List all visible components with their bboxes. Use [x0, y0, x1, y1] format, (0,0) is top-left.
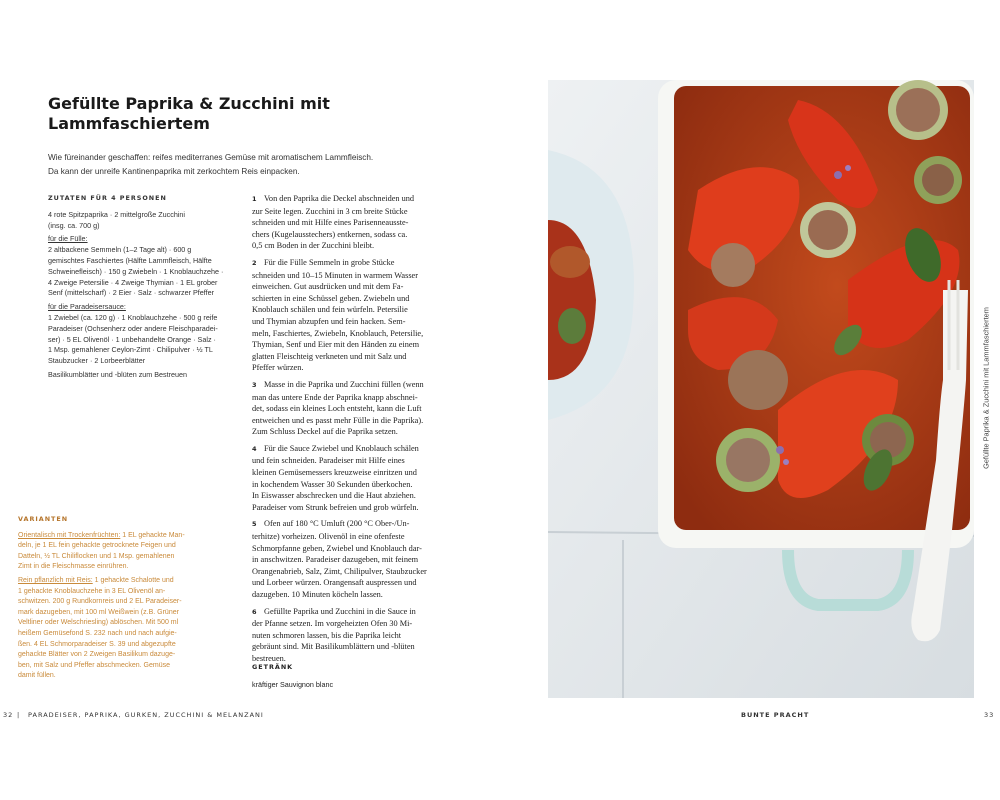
- method-steps: [252, 193, 474, 670]
- step-6: [252, 606, 474, 665]
- variants-section: [18, 514, 238, 685]
- ingredient-line: gemischtes Faschiertes (Hälfte Lammfleisch, Hälfte: [48, 255, 212, 265]
- recipe-intro: [48, 151, 448, 179]
- variant-line: Datteln, ½ TL Chiliflocken und 1 Msp. gemahlenen: [18, 552, 175, 560]
- ingredient-line: 2 altbackene Semmeln (1–2 Tage alt) · 600 g: [48, 245, 192, 255]
- filling-label: für die Fülle:: [48, 234, 88, 244]
- step-line: Für die Fülle Semmeln in grobe Stücke: [264, 257, 395, 267]
- step-line: bestreuen.: [252, 653, 286, 663]
- ingredient-line: Schweinefleisch) · 150 g Zwiebeln · 1 Knoblauchzehe ·: [48, 266, 224, 276]
- step-number: 1: [252, 195, 257, 203]
- variant-line: heißem Gemüsefond S. 232 nach und nach aufgie-: [18, 629, 177, 637]
- step-line: Schmorpfanne geben, Zwiebel und Knoblauch dar-: [252, 543, 422, 553]
- step-line: chers (Kugelausstechers) entkernen, sodass ca.: [252, 229, 408, 239]
- step-line: gebräunt sind. Mit Basilikumblättern und -blüten: [252, 642, 415, 652]
- drink-heading: GETRÄNK: [252, 663, 294, 671]
- intro-line: Wie füreinander geschaffen: reifes mediterranes Gemüse mit aromatischem Lammfleisch.: [48, 153, 374, 162]
- step-3: [252, 379, 474, 438]
- step-line: Für die Sauce Zwiebel und Knoblauch schälen: [264, 443, 419, 453]
- step-line: kleinen Gemüsemessers kreuzweise einritzen und: [252, 468, 417, 478]
- step-line: schierten in eine Schüssel geben. Zwiebeln und: [252, 293, 410, 303]
- step-line: in kochendem Wasser 30 Sekunden überkochen.: [252, 479, 413, 489]
- ingredient-line: Senf (mittelscharf) · 2 Eier · Salz · schwarzer Pfeffer: [48, 288, 215, 298]
- ingredient-line: Paradeiser (Ochsenherz oder andere Fleischparadei-: [48, 323, 218, 333]
- step-line: der Pfanne setzen. Im vorgeheizten Ofen 30 Mi-: [252, 619, 413, 629]
- step-line: glatten Fleischteig verkneten und mit Salz und: [252, 351, 407, 361]
- variant-line: Zimt in die Fleischmasse einrühren.: [18, 563, 129, 571]
- step-line: Thymian, Senf und Eier mit den Händen zu einem: [252, 340, 420, 350]
- variant-line: gehackte Blätter von 2 Zweigen Basilikum dazuge-: [18, 651, 176, 659]
- variant-line: mark dazugeben, mit 100 ml Weißwein (z.B. Grüner: [18, 608, 179, 616]
- ingredient-line: 4 rote Spitzpaprika · 2 mittelgroße Zucchini: [48, 209, 186, 219]
- drink-text: kräftiger Sauvignon blanc: [252, 680, 334, 689]
- step-number: 4: [252, 444, 257, 453]
- step-line: man das untere Ende der Paprika knapp abschnei-: [252, 392, 418, 402]
- garnish-line: Basilikumblätter und -blüten zum Bestreuen: [48, 369, 188, 379]
- step-line: schneiden und 10–15 Minuten in warmem Wasser: [252, 270, 419, 280]
- variant-line: Veltliner oder Welschriesling) ablöschen. Mit 500 ml: [18, 619, 179, 627]
- variant-line: ben, mit Salz und Pfeffer abschmecken. Gemüse: [18, 661, 171, 669]
- step-5: [252, 518, 474, 600]
- variant-line: ßen. 4 EL Schmorparadeiser S. 39 und abgezupfte: [18, 640, 176, 648]
- step-number: 2: [252, 258, 257, 267]
- variant-line: schwitzen. 200 g Rundkornreis und 2 EL Paradeiser-: [18, 598, 182, 606]
- variants-heading: VARIANTEN: [18, 515, 69, 523]
- ingredients-heading: ZUTATEN FÜR 4 PERSONEN: [48, 194, 167, 202]
- step-line: Gefüllte Paprika und Zucchini in die Sauce in: [264, 606, 416, 616]
- footer-section: BUNTE PRACHT: [741, 711, 810, 719]
- step-number: 3: [252, 380, 257, 389]
- variant-oriental: [18, 531, 238, 573]
- variant-line: 1 gehackte Schalotte und: [92, 576, 174, 584]
- step-line: Pfeffer würzen.: [252, 363, 304, 373]
- variant-plant-based: [18, 576, 238, 682]
- footer-separator: |: [17, 711, 21, 719]
- variant-label: Orientalisch mit Trockenfrüchten:: [18, 531, 121, 539]
- variant-label: Rein pflanzlich mit Reis:: [18, 576, 93, 584]
- ingredient-line: 1 Zwiebel (ca. 120 g) · 1 Knoblauchzehe · 500 g reife: [48, 312, 218, 322]
- step-line: zur Seite legen. Zucchini in 3 cm breite Stücke: [252, 206, 408, 216]
- step-line: Zum Schluss Deckel auf die Paprika setzen.: [252, 427, 398, 437]
- ingredient-line: 4 Zweige Petersilie · 4 Zweige Thymian · 1 EL grober: [48, 277, 218, 287]
- ingredients-section: [48, 193, 238, 381]
- ingredient-line: ser) · 5 EL Olivenöl · 1 unbehandelte Orange · Salz ·: [48, 334, 216, 344]
- step-line: schneiden und mit Hilfe eines Parisenneausste-: [252, 218, 409, 228]
- step-line: Orangenabrieb, Salz, Zimt, Chilipulver, Staubzucker: [252, 566, 427, 576]
- step-number: 6: [252, 607, 257, 616]
- ingredient-line: (insg. ca. 700 g): [48, 220, 100, 230]
- step-line: Paradeiser vom Strunk befreien und grob würfeln.: [252, 502, 419, 512]
- step-1: [252, 193, 474, 252]
- step-line: in anschwitzen. Paradeiser dazugeben, mit feinem: [252, 555, 419, 565]
- intro-line: Da kann der unreife Kantinenpaprika mit zerkochtem Reis einpacken.: [48, 167, 300, 176]
- step-line: terhitze) vorheizen. Olivenöl in eine ofenfeste: [252, 532, 405, 542]
- step-2: [252, 257, 474, 374]
- sauce-label: für die Paradeisersauce:: [48, 302, 126, 312]
- step-line: einweichen. Gut ausdrücken und mit dem Fa-: [252, 282, 404, 292]
- footer-chapter: PARADEISER, PAPRIKA, GURKEN, ZUCCHINI & MELANZANI: [28, 711, 264, 719]
- recipe-title-line: Gefüllte Paprika & Zucchini mit: [48, 94, 330, 113]
- step-line: In Eiswasser abschrecken und die Haut abziehen.: [252, 491, 416, 501]
- step-4: [252, 443, 474, 514]
- variant-line: 1 gehackte Knoblauchzehe in 3 EL Olivenöl an-: [18, 587, 166, 595]
- side-running-title: Gefüllte Paprika & Zucchini mit Lammfaschiertem: [981, 307, 991, 469]
- step-line: Masse in die Paprika und Zucchini füllen (wenn: [264, 379, 424, 389]
- step-line: det, sodass ein kleines Loch entsteht, kann die Luft: [252, 404, 422, 414]
- step-line: und Lorbeer würzen. Orangensaft auspressen und: [252, 578, 417, 588]
- step-line: und fein schneiden. Paradeiser mit Hilfe eines: [252, 456, 405, 466]
- step-line: Knoblauch schälen und fein würfeln. Petersilie: [252, 305, 408, 315]
- recipe-title-line: Lammfaschiertem: [48, 114, 210, 133]
- page-number-right: 33: [984, 711, 995, 719]
- food-photo: [548, 80, 974, 698]
- recipe-title: [48, 94, 408, 134]
- drink-section: [252, 662, 474, 690]
- step-line: entweichen und es passt mehr Fülle in die Paprika).: [252, 415, 424, 425]
- ingredient-line: Staubzucker · 2 Lorbeerblätter: [48, 356, 146, 366]
- step-line: dazugeben. 10 Minuten köcheln lassen.: [252, 590, 383, 599]
- step-line: Von den Paprika die Deckel abschneiden und: [264, 194, 415, 203]
- step-line: und Thymian abzupfen und fein hacken. Sem-: [252, 316, 406, 326]
- variant-line: 1 EL gehackte Man-: [120, 531, 185, 539]
- page-number-left: 32: [3, 711, 14, 719]
- step-line: Ofen auf 180 °C Umluft (200 °C Ober-/Un-: [264, 519, 410, 529]
- step-number: 5: [252, 520, 257, 529]
- variant-line: deln, je 1 EL fein gehackte getrocknete Feigen und: [18, 542, 176, 550]
- step-line: meln, Faschiertes, Zwiebeln, Knoblauch, Petersilie,: [252, 328, 424, 338]
- step-line: 0,5 cm Boden in der Zucchini bleibt.: [252, 241, 375, 251]
- ingredient-line: 1 Msp. gemahlener Ceylon-Zimt · Chilipulver · ½ TL: [48, 345, 213, 355]
- variant-line: damit füllen.: [18, 672, 56, 680]
- step-line: nuten schmoren lassen, bis die Paprika leicht: [252, 630, 402, 640]
